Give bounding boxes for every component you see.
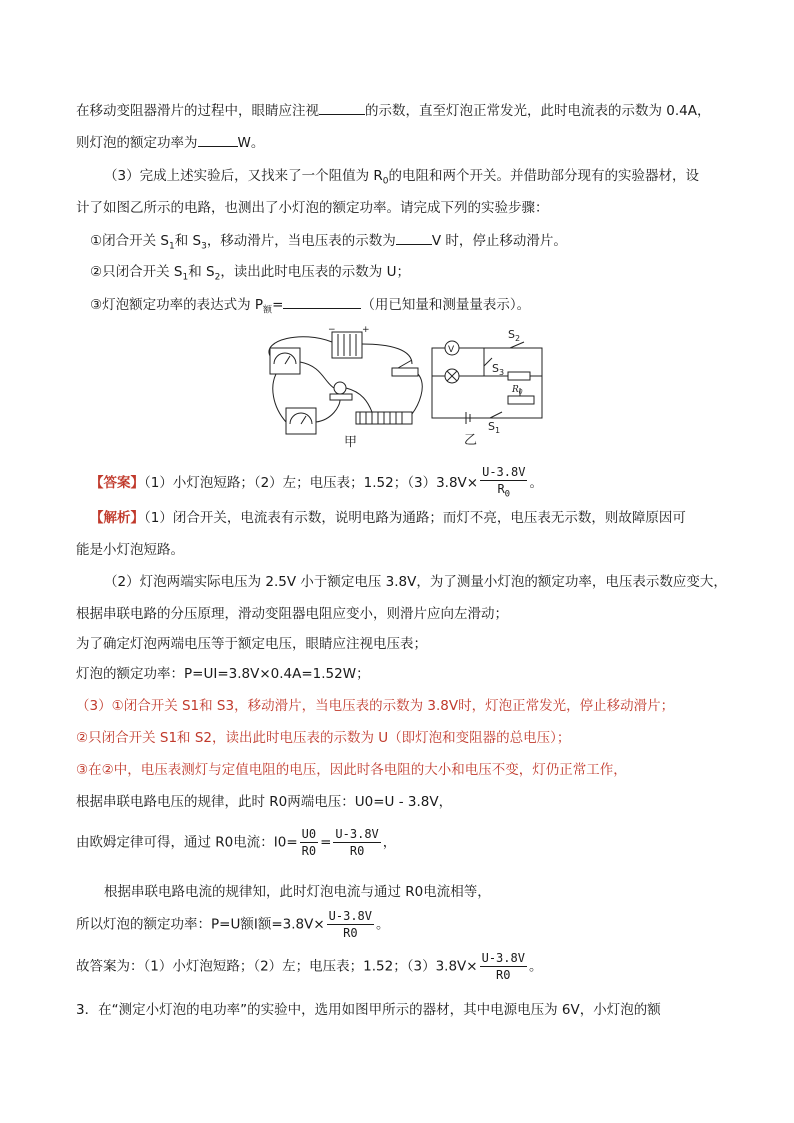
text-line xyxy=(104,166,699,192)
apparatus-diagram xyxy=(269,332,422,434)
answer-blank xyxy=(198,132,238,147)
answer-blank xyxy=(396,230,432,245)
text-segment: V 时，停止移动滑片。 xyxy=(431,233,567,249)
analysis-text: 所以灯泡的额定功率：P=U额I额=3.8V× xyxy=(76,916,325,933)
analysis-text: 由欧姆定律可得，通过 R0电流：I0= xyxy=(76,834,298,851)
subscript: 1 xyxy=(168,241,175,252)
battery-plus-label: + xyxy=(362,326,370,335)
text-segment: = xyxy=(272,297,284,313)
analysis-text: 能是小灯泡短路。 xyxy=(76,542,184,558)
text-segment: 计了如图乙所示的电路，也测出了小灯泡的额定功率。请完成下列的实验步骤： xyxy=(76,200,549,216)
battery-minus-label: − xyxy=(328,326,336,335)
subscript: 3 xyxy=(201,241,207,252)
analysis-text: 根据串联电路电流的规律知，此时灯泡电流与通过 R0电流相等， xyxy=(104,884,491,900)
fraction: $\frac{U-3.8V}{R0}$ xyxy=(328,909,373,940)
text-line xyxy=(76,100,711,121)
text-segment: 的示数，直至灯泡正常发光，此时电流表的示数为 0.4A， xyxy=(365,103,711,119)
fraction: $\frac{U-3.8V}{R0}$ xyxy=(481,951,525,982)
text-segment: （3）完成上述实验后，又找来了一个阻值为 R xyxy=(104,168,383,184)
answer-tag: 【答案】 xyxy=(90,475,144,492)
text-segment: 和 S xyxy=(188,264,215,280)
analysis-line xyxy=(104,572,727,592)
analysis-end: 。 xyxy=(376,916,390,933)
analysis-text: 为了确定灯泡两端电压等于额定电压，眼睛应注视电压表； xyxy=(76,636,427,652)
analysis-line xyxy=(90,508,686,528)
text-segment: 则灯泡的额定功率为 xyxy=(76,135,198,151)
text-segment: W。 xyxy=(237,135,265,151)
analysis-end: ， xyxy=(382,834,397,851)
analysis-text: ③在②中，电压表测灯与定值电阻的电压，因此时各电阻的大小和电压不变，灯仍正常工作， xyxy=(76,762,627,778)
answer-end: 。 xyxy=(529,475,543,492)
switch-s1 xyxy=(490,412,502,418)
text-line xyxy=(90,262,410,288)
text-line xyxy=(90,294,530,321)
label-s1: $S_1$ xyxy=(488,420,501,435)
bulb xyxy=(334,382,346,394)
text-segment: 和 S xyxy=(174,233,202,249)
answer-text: （1）小灯泡短路；（2）左；电压表；1.52；（3）3.8V× xyxy=(144,475,479,492)
analysis-end: 。 xyxy=(528,958,543,975)
equals: = xyxy=(320,834,332,851)
text-segment: ，读出此时电压表的示数为 U； xyxy=(220,264,410,280)
question-text: 3．在“测定小灯泡的电功率”的实验中，选用如图甲所示的器材，其中电源电压为 6V，小灯泡的额 xyxy=(76,1002,661,1018)
figure-label-jia: 甲 xyxy=(344,435,358,450)
analysis-line xyxy=(76,792,452,812)
subscript: 额 xyxy=(263,305,273,316)
question-line xyxy=(76,1000,661,1020)
analysis-text: 故答案为：（1）小灯泡短路；（2）左；电压表；1.52；（3）3.8V× xyxy=(76,958,478,975)
label-s2: $S_2$ xyxy=(508,328,521,343)
analysis-text: ②只闭合开关 S1和 S2，读出此时电压表的示数为 U（即灯泡和变阻器的总电压）； xyxy=(76,730,571,746)
fraction: $\frac{U0}{R0}$ xyxy=(301,827,317,858)
subscript: 1 xyxy=(182,272,189,283)
battery xyxy=(332,332,362,358)
analysis-line xyxy=(76,664,370,684)
analysis-line xyxy=(76,604,508,624)
text-segment: ②只闭合开关 S xyxy=(90,264,183,280)
subscript: 0 xyxy=(382,176,389,187)
figure-label-yi: 乙 xyxy=(464,433,478,448)
subscript: 2 xyxy=(214,272,221,283)
analysis-text: （1）闭合开关，电流表有示数，说明电路为通路；而灯不亮，电压表无示数，则故障原因可 xyxy=(144,510,686,526)
analysis-line xyxy=(76,728,570,748)
analysis-line xyxy=(76,950,542,983)
text-line xyxy=(90,230,567,257)
switch-s3 xyxy=(484,358,492,366)
answer-blank xyxy=(283,294,361,309)
text-segment: 的电阻和两个开关。并借助部分现有的实验器材，设 xyxy=(388,168,699,184)
voltmeter-label: V xyxy=(448,345,455,355)
text-line xyxy=(76,198,549,218)
analysis-line xyxy=(76,760,627,780)
label-r0: $R_0$ xyxy=(512,385,523,396)
text-segment: ①闭合开关 S xyxy=(90,233,169,249)
fraction: $\frac{U-3.8V}{R0}$ xyxy=(335,827,379,858)
analysis-text: 灯泡的额定功率：P=UI=3.8V×0.4A=1.52W； xyxy=(76,666,370,682)
text-segment: ，移动滑片，当电压表的示数为 xyxy=(206,233,396,249)
answer-fraction: $\frac{U-3.8V}{R_0}$ xyxy=(482,465,526,500)
resistor-r0 xyxy=(508,372,530,380)
analysis-line xyxy=(76,908,390,941)
circuit-figure xyxy=(262,326,554,450)
text-segment: （用已知量和测量量表示）。 xyxy=(361,297,531,313)
analysis-text: 根据串联电路电压的规律，此时 R0两端电压：U0=U - 3.8V， xyxy=(76,794,453,810)
label-s3: $S_3$ xyxy=(492,362,505,377)
analysis-line xyxy=(76,826,396,859)
analysis-text: （2）灯泡两端实际电压为 2.5V 小于额定电压 3.8V，为了测量小灯泡的额定功率，电压表示数应变大， xyxy=(104,574,727,590)
analysis-line xyxy=(104,882,491,902)
analysis-text: 根据串联电路的分压原理，滑动变阻器电阻应变小，则滑片应向左滑动； xyxy=(76,606,508,622)
analysis-tag: 【解析】 xyxy=(90,510,144,526)
rheostat-symbol xyxy=(508,396,534,404)
analysis-text: （3）①闭合开关 S1和 S3，移动滑片，当电压表的示数为 3.8V时，灯泡正常发光，停止移动滑片； xyxy=(76,698,675,714)
answer-blank xyxy=(319,100,365,115)
switch xyxy=(392,368,418,376)
text-segment: 在移动变阻器滑片的过程中，眼睛应注视 xyxy=(76,103,319,119)
text-line xyxy=(76,132,264,153)
analysis-line xyxy=(76,634,427,654)
text-segment: ③灯泡额定功率的表达式为 P xyxy=(90,297,264,313)
analysis-line xyxy=(76,540,184,560)
answer-line xyxy=(90,464,543,502)
analysis-line xyxy=(76,696,674,716)
